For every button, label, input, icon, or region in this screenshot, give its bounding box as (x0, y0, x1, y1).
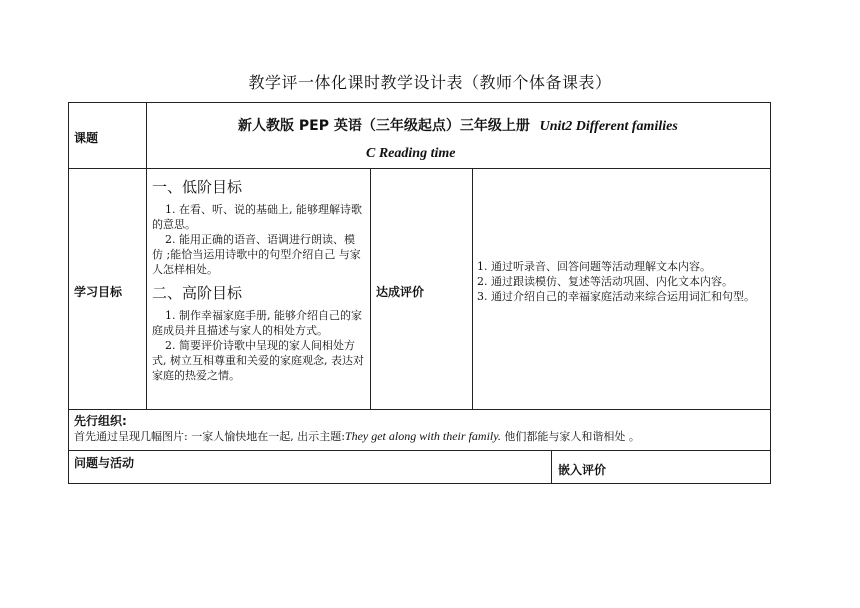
evaluation-content (477, 259, 765, 304)
course-label: 课题 (74, 131, 99, 145)
pre-organization-text (74, 428, 764, 444)
evaluation-item: 3. 通过介绍自己的幸福家庭活动来综合运用词汇和句型。 (477, 290, 755, 303)
evaluation-label: 达成评价 (376, 285, 425, 299)
lesson-plan-table (68, 102, 771, 484)
high-objective-item: 1. 制作幸福家庭手册, 能够介绍自己的家庭成员并且描述与家人的相处方式。 (152, 309, 362, 337)
objectives-content (152, 176, 364, 383)
course-title-en: Unit2 Different families (539, 119, 678, 134)
pre-organization-text-cn2: 他们都能与家人和谐相处 。 (500, 430, 640, 443)
activities-label: 问题与活动 (74, 456, 135, 470)
course-title (238, 115, 818, 135)
embedded-evaluation-label: 嵌入评价 (558, 463, 607, 477)
page-title: 教学评一体化课时教学设计表（教师个体备课表） (248, 73, 612, 92)
low-objectives-heading: 一、低阶目标 (152, 178, 243, 196)
pre-organization-label: 先行组织: (74, 414, 127, 428)
high-objective-item: 2. 简要评价诗歌中呈现的家人间相处方式, 树立互相尊重和关爱的家庭观念, 表达对家庭的热爱之情。 (152, 339, 364, 382)
low-objective-item: 2. 能用正确的语音、语调进行朗读、模仿 ;能恰当运用诗歌中的句型介绍自己 与家人怎样相处。 (152, 233, 361, 276)
evaluation-item: 1. 通过听录音、回答问题等活动理解文本内容。 (477, 260, 711, 273)
high-objectives-heading: 二、高阶目标 (152, 284, 243, 302)
objectives-label: 学习目标 (74, 285, 123, 299)
low-objective-item: 1. 在看、听、说的基础上, 能够理解诗歌的意思。 (152, 203, 362, 231)
course-title-cn: 新人教版 PEP 英语（三年级起点）三年级上册 (238, 118, 530, 134)
evaluation-item: 2. 通过跟读模仿、复述等活动巩固、内化文本内容。 (477, 275, 733, 288)
pre-organization-text-cn: 首先通过呈现几幅图片: 一家人愉快地在一起, 出示主题: (74, 430, 345, 443)
pre-organization-theme-en: They get along with their family. (344, 429, 501, 443)
course-subtitle: C Reading time (366, 146, 456, 161)
